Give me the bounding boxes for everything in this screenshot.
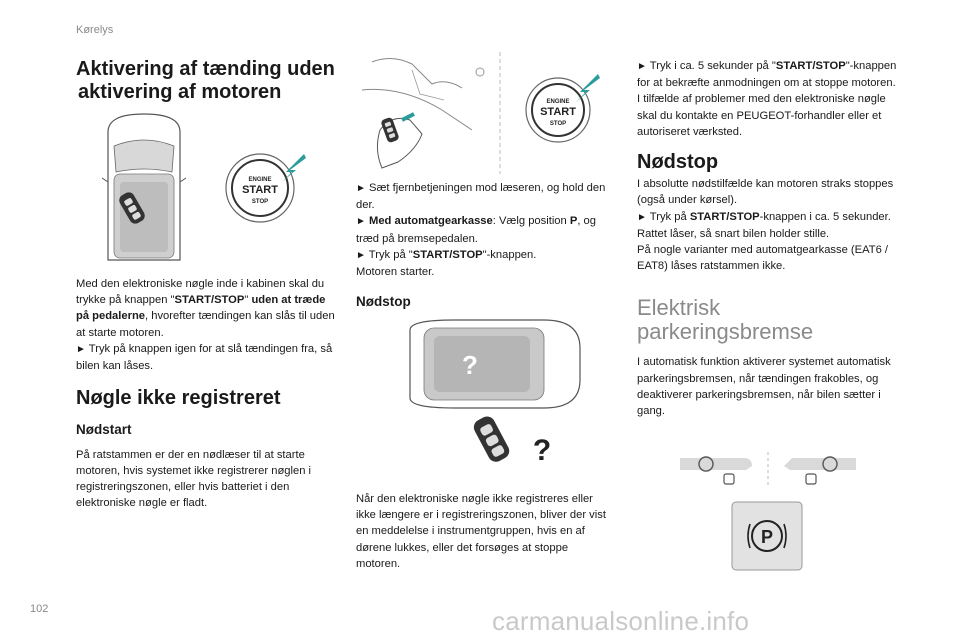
- parking-brake-illustration: [676, 448, 860, 574]
- para-steering-locks: Rattet låser, så snart bilen holder stille.: [637, 227, 830, 240]
- arrow-icon: ►: [356, 249, 366, 261]
- bold-run: uden at træde på pedalerne: [76, 294, 326, 323]
- title-line-2: aktivering af motoren: [78, 81, 282, 103]
- parking-brake-p-symbol: P: [760, 527, 774, 547]
- bold-run: START/STOP: [689, 210, 760, 223]
- para-eat-variants: På nogle varianter med automatgearkasse (EAT6 / EAT8) låses ratstammen ikke.: [637, 244, 889, 273]
- column-1-body: [76, 276, 338, 511]
- badge-engine-text: ENGINE: [546, 99, 570, 105]
- text-run: "-knappen.: [482, 248, 537, 261]
- step-press-5-seconds: [637, 209, 899, 226]
- bold-run: START/STOP: [174, 294, 245, 307]
- text-run: -knappen i ca. 5 sekunder.: [759, 210, 891, 223]
- arrow-icon: ►: [76, 343, 86, 355]
- key-fob-icon: [471, 414, 512, 465]
- bold-run: START/STOP: [412, 248, 483, 261]
- badge-engine-text: ENGINE: [248, 177, 272, 183]
- subtitle-emergency-stop: Nødstop: [356, 294, 411, 310]
- page-number: 102: [30, 603, 49, 615]
- bold-run: Med automatgearkasse: [365, 215, 493, 228]
- para-emergency-start: På ratstammen er der en nødlæser til at starte motoren, hvis systemet ikke registrerer nøglen i registreringszonen, eller hvis batteriet i den elektroniske nøgle er fladt.: [76, 448, 312, 510]
- step-automatic: [356, 213, 608, 246]
- text-run: ": [244, 294, 252, 307]
- badge-stop-text: STOP: [549, 121, 567, 127]
- car-key-illustration: [96, 112, 318, 264]
- section-title-key-not-detected: Nøgle ikke registreret: [76, 387, 281, 410]
- badge-start-text: START: [242, 184, 278, 196]
- para-parking-brake: I automatisk funktion aktiverer systemet automatisk parkeringsbremsen, når tændingen frakobles, og deaktiverer parkeringsbremsen, når bilen sætter i gang.: [637, 356, 891, 418]
- para-emergency-stop: I absolutte nødstilfælde kan motoren straks stoppes (også under kørsel).: [637, 178, 894, 207]
- text-run: Tryk på ": [365, 248, 413, 261]
- section-title-ignition: [76, 58, 338, 104]
- text-run: , hvorefter tændingen kan slås til uden at starte motoren.: [76, 310, 335, 339]
- running-head: Kørelys: [76, 24, 114, 36]
- bold-run: P: [569, 215, 578, 228]
- badge-stop-text: STOP: [251, 199, 269, 205]
- step-hold-key: [356, 180, 608, 213]
- text-run: : Vælg position: [492, 215, 570, 228]
- key-not-detected-illustration: [394, 318, 584, 474]
- bold-run: START/STOP: [775, 60, 846, 72]
- question-mark-icon: ?: [462, 350, 478, 380]
- subtitle-emergency-start: Nødstart: [76, 422, 132, 438]
- question-mark-icon: ?: [532, 434, 552, 467]
- para-key-not-detected: Når den elektroniske nøgle ikke registreres eller ikke længere er i registreringszonen, bliver der vist en meddelelse i instrumentgruppen, hvis en af dørene lukkes, eller det forsøges at stoppe motoren.: [356, 493, 606, 570]
- step-engine-starts: Motoren starter.: [356, 266, 435, 279]
- engine-start-stop-badge: [526, 78, 590, 142]
- text-run: Tryk på: [646, 210, 690, 223]
- badge-start-text: START: [540, 106, 576, 118]
- para-contact-dealer: I tilfælde af problemer med den elektroniske nøgle skal du kontakte en PEUGEOT-forhandler eller et autoriseret værksted.: [637, 93, 886, 138]
- text-run: Tryk i ca. 5 sekunder på ": [646, 60, 776, 72]
- column-2-body: [356, 491, 614, 572]
- text-run: Med den elektroniske nøgle inde i kabinen skal du trykke på knappen ": [76, 278, 325, 307]
- arrow-icon: ►: [637, 61, 647, 72]
- arrow-icon: ►: [356, 216, 366, 228]
- title-line-1: Aktivering af tænding uden: [76, 58, 335, 80]
- section-title-emergency-stop: Nødstop: [637, 151, 719, 174]
- para-ignition: [76, 276, 338, 341]
- title-line-2: parkeringsbremse: [637, 319, 814, 345]
- step-confirm-stop: [637, 58, 899, 91]
- section-title-parking-brake: [637, 296, 899, 344]
- text-run: , og træd på bremsepedalen.: [356, 215, 597, 245]
- column-2-steps: [356, 180, 608, 310]
- text-run: Tryk på knappen igen for at slå tændingen fra, så bilen kan låses.: [76, 342, 333, 373]
- title-line-1: Elektrisk: [637, 295, 721, 321]
- steering-reader-illustration: [352, 50, 604, 176]
- step-ignition-off: [76, 341, 338, 374]
- watermark: carmanualsonline.info: [492, 606, 750, 636]
- text-run: Sæt fjernbetjeningen mod læseren, og hold den der.: [356, 182, 606, 212]
- arrow-icon: ►: [637, 211, 647, 223]
- arrow-icon: ►: [356, 183, 366, 194]
- column-3: [637, 58, 899, 419]
- engine-start-stop-badge: [226, 154, 294, 222]
- step-press-start: [356, 247, 608, 264]
- text-run: "-knappen for at bekræfte anmodningen om at stoppe motoren.: [637, 60, 897, 90]
- column-1: [76, 58, 338, 104]
